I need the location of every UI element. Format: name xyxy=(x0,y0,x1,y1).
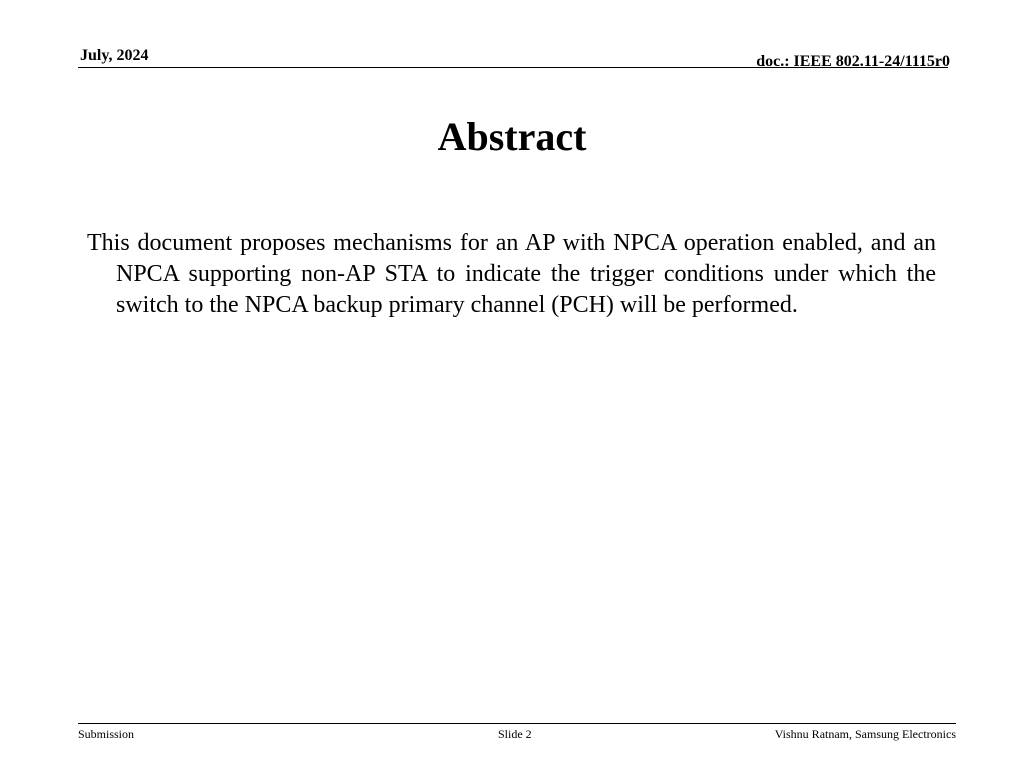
header-date: July, 2024 xyxy=(80,47,149,64)
header-doc-id: doc.: IEEE 802.11-24/1115r0 xyxy=(756,53,950,70)
footer-submission: Submission xyxy=(78,727,135,741)
abstract-body: This document proposes mechanisms for an AP with NPCA operation enabled, and an NPCA supporting non-AP STA to indicate the trigger conditions under which the switch to the NPCA backup primary channel (PCH) will be performed. xyxy=(87,230,936,318)
header-divider xyxy=(78,67,948,68)
footer-slide-number: Slide 2 xyxy=(498,727,532,741)
footer-divider xyxy=(78,723,956,724)
slide-title: Abstract xyxy=(437,114,587,159)
footer-author: Vishnu Ratnam, Samsung Electronics xyxy=(774,727,956,741)
